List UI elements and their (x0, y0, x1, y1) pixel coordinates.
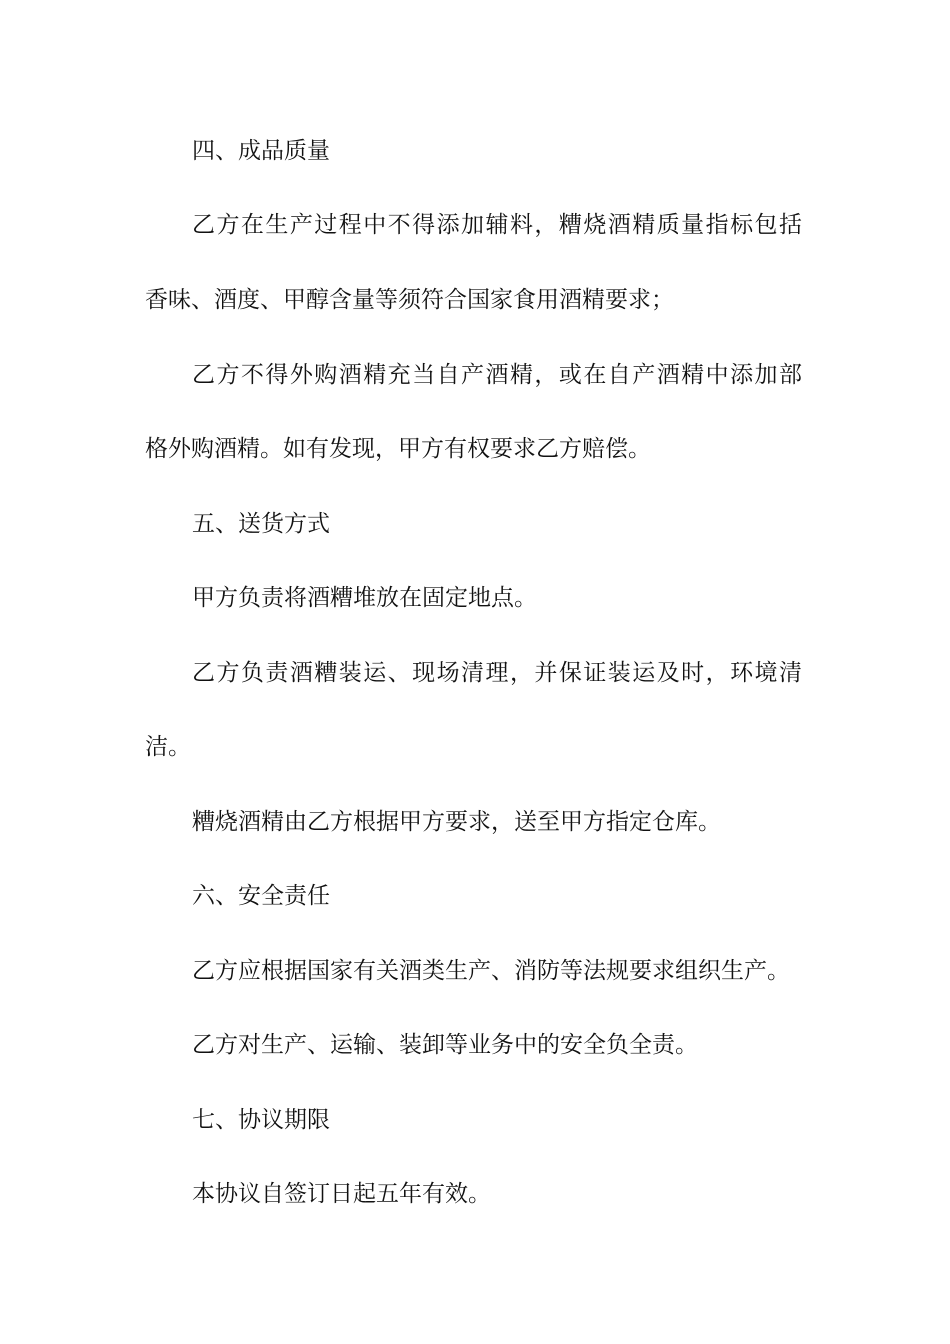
section-heading-delivery-method: 五、送货方式 (192, 511, 330, 537)
paragraph-line: 乙方应根据国家有关酒类生产、消防等法规要求组织生产。 (192, 958, 790, 984)
section-heading-safety-responsibility: 六、安全责任 (192, 883, 330, 909)
paragraph-line: 乙方对生产、运输、装卸等业务中的安全负全责。 (192, 1032, 698, 1058)
paragraph-line: 甲方负责将酒糟堆放在固定地点。 (192, 585, 537, 611)
paragraph-line: 洁。 (145, 734, 191, 760)
paragraph-line: 乙方负责酒糟装运、现场清理，并保证装运及时，环境清 (192, 660, 802, 686)
paragraph-line: 糟烧酒精由乙方根据甲方要求，送至甲方指定仓库。 (192, 809, 721, 835)
paragraph-line: 乙方在生产过程中不得添加辅料，糟烧酒精质量指标包括 (192, 212, 802, 238)
paragraph-line: 格外购酒精。如有发现，甲方有权要求乙方赔偿。 (145, 436, 651, 462)
section-heading-product-quality: 四、成品质量 (192, 138, 330, 164)
section-heading-agreement-term: 七、协议期限 (192, 1107, 330, 1133)
paragraph-line: 乙方不得外购酒精充当自产酒精，或在自产酒精中添加部 (192, 362, 802, 388)
paragraph-line: 本协议自签订日起五年有效。 (192, 1181, 491, 1207)
paragraph-line: 香味、酒度、甲醇含量等须符合国家食用酒精要求； (145, 287, 674, 313)
